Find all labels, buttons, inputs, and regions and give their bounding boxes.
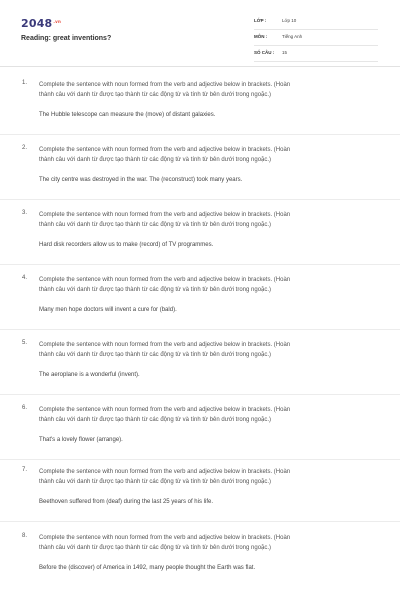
question-sentence: The Hubble telescope can measure the (move) of distant galaxies.	[39, 112, 216, 118]
logo-text: 2048	[21, 17, 53, 30]
instruction-english: Complete the sentence with noun formed from the verb and adjective below in brackets. (Hoàn	[39, 82, 291, 88]
question-number: 3.	[22, 210, 28, 216]
question-sentence: Beethoven suffered from (deaf) during the last 25 years of his life.	[39, 499, 213, 505]
question-instruction	[39, 145, 384, 165]
question-number: 2.	[22, 145, 28, 151]
instruction-vietnamese: thành câu với danh từ được tạo thành từ các động từ và tính từ bên dưới trong ngoặc.)	[39, 92, 272, 98]
instruction-english: Complete the sentence with noun formed from the verb and adjective below in brackets. (Hoàn	[39, 469, 291, 475]
question-number: 4.	[22, 275, 28, 281]
question-separator	[0, 134, 400, 135]
question-number: 6.	[22, 405, 28, 411]
instruction-vietnamese: thành câu với danh từ được tạo thành từ các động từ và tính từ bên dưới trong ngoặc.)	[39, 417, 272, 423]
question-instruction	[39, 405, 384, 425]
meta-row-subject	[254, 30, 378, 46]
question-separator	[0, 264, 400, 265]
meta-key: MÔN :	[254, 34, 268, 39]
instruction-english: Complete the sentence with noun formed from the verb and adjective below in brackets. (Hoàn	[39, 535, 291, 541]
instruction-english: Complete the sentence with noun formed from the verb and adjective below in brackets. (Hoàn	[39, 342, 291, 348]
question-instruction	[39, 340, 384, 360]
question-separator	[0, 459, 400, 460]
instruction-vietnamese: thành câu với danh từ được tạo thành từ các động từ và tính từ bên dưới trong ngoặc.)	[39, 287, 272, 293]
question-separator	[0, 521, 400, 522]
instruction-english: Complete the sentence with noun formed from the verb and adjective below in brackets. (Hoàn	[39, 212, 291, 218]
instruction-vietnamese: thành câu với danh từ được tạo thành từ các động từ và tính từ bên dưới trong ngoặc.)	[39, 545, 272, 551]
question-sentence: Hard disk recorders allow us to make (record) of TV programmes.	[39, 242, 214, 248]
instruction-vietnamese: thành câu với danh từ được tạo thành từ các động từ và tính từ bên dưới trong ngoặc.)	[39, 352, 272, 358]
question-separator	[0, 199, 400, 200]
question-separator	[0, 394, 400, 395]
meta-key: LỚP :	[254, 18, 267, 23]
logo-suffix: .vn	[53, 19, 61, 24]
question-sentence: Before the (discover) of America in 1492, many people thought the Earth was flat.	[39, 565, 256, 571]
header-divider	[0, 66, 400, 67]
instruction-vietnamese: thành câu với danh từ được tạo thành từ các động từ và tính từ bên dưới trong ngoặc.)	[39, 222, 272, 228]
question-instruction	[39, 210, 384, 230]
page-header	[0, 0, 400, 64]
meta-key: SỐ CÂU :	[254, 50, 275, 55]
question-number: 8.	[22, 533, 28, 539]
worksheet-title: Reading: great inventions?	[21, 35, 112, 42]
question-instruction	[39, 467, 384, 487]
meta-row-count	[254, 46, 378, 62]
question-instruction	[39, 533, 384, 553]
instruction-vietnamese: thành câu với danh từ được tạo thành từ các động từ và tính từ bên dưới trong ngoặc.)	[39, 157, 272, 163]
site-logo[interactable]	[21, 17, 61, 30]
question-instruction	[39, 80, 384, 100]
instruction-english: Complete the sentence with noun formed from the verb and adjective below in brackets. (Hoàn	[39, 407, 291, 413]
meta-value: 15	[282, 50, 288, 55]
meta-row-class	[254, 14, 378, 30]
question-sentence: The city centre was destroyed in the war. The (reconstruct) took many years.	[39, 177, 243, 183]
question-number: 5.	[22, 340, 28, 346]
question-instruction	[39, 275, 384, 295]
meta-value: Lớp 10	[282, 18, 297, 23]
question-sentence: Many men hope doctors will invent a cure for (bald).	[39, 307, 177, 313]
instruction-english: Complete the sentence with noun formed from the verb and adjective below in brackets. (Hoàn	[39, 277, 291, 283]
question-separator	[0, 329, 400, 330]
instruction-english: Complete the sentence with noun formed from the verb and adjective below in brackets. (Hoàn	[39, 147, 291, 153]
meta-value: Tiếng Anh	[282, 34, 303, 39]
question-number: 1.	[22, 80, 28, 86]
worksheet-meta	[254, 14, 378, 62]
instruction-vietnamese: thành câu với danh từ được tạo thành từ các động từ và tính từ bên dưới trong ngoặc.)	[39, 479, 272, 485]
question-sentence: That's a lovely flower (arrange).	[39, 437, 123, 443]
question-number: 7.	[22, 467, 28, 473]
question-sentence: The aeroplane is a wonderful (invent).	[39, 372, 140, 378]
